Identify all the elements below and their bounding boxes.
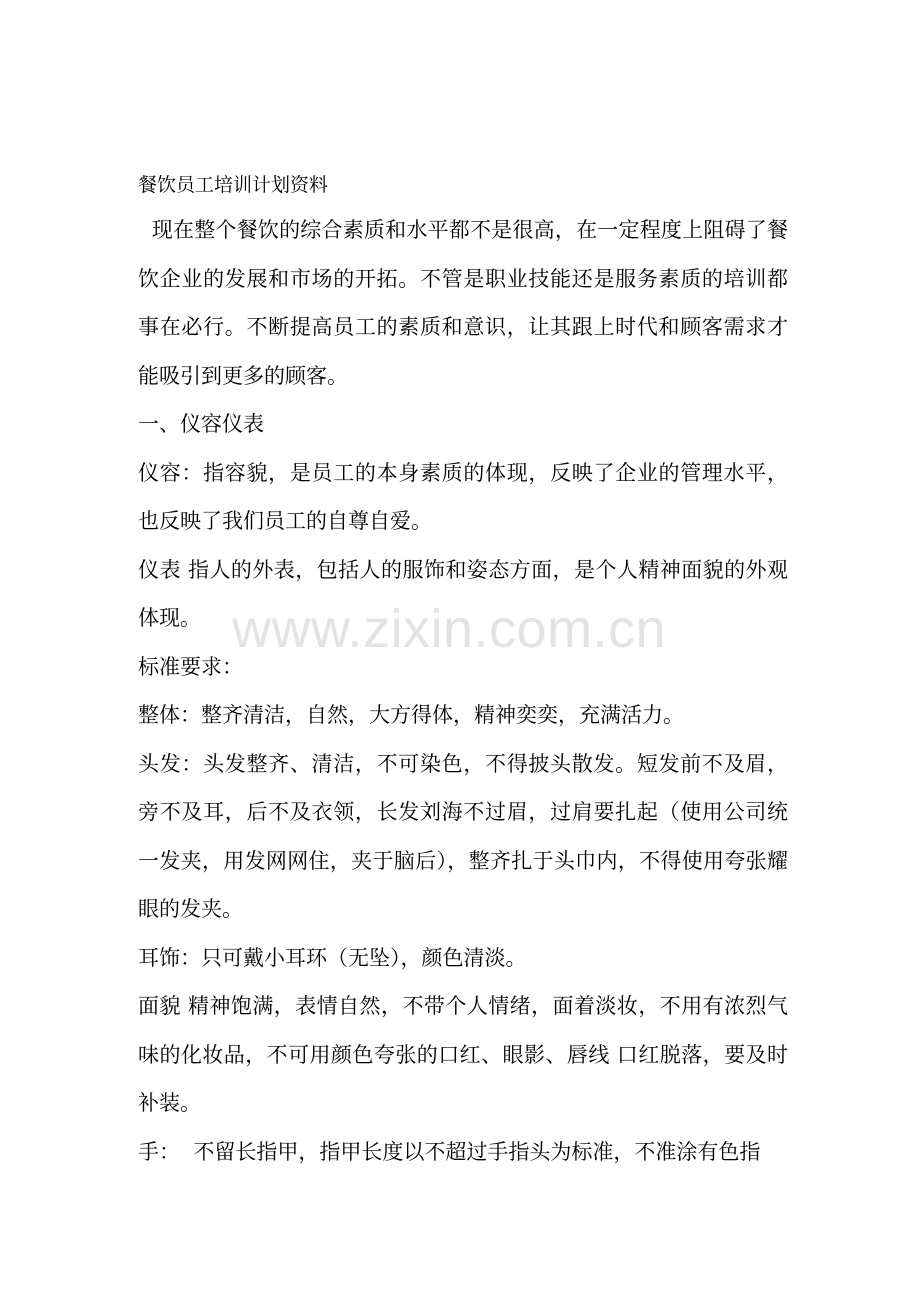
paragraph-standard-requirements: 标准要求： <box>138 654 243 679</box>
document-body <box>138 165 788 1176</box>
paragraph-intro: 现在整个餐饮的综合素质和水平都不是很高，在一定程度上阻碍了餐饮企业的发展和市场的开拓。不管是职业技能还是服务素质的培训都事在必行。不断提高员工的素质和意识，让其跟上时代和顾客需求才能吸引到更多的顾客。 <box>138 218 788 388</box>
section-heading-appearance: 一、仪容仪表 <box>138 412 264 436</box>
paragraph-earrings: 耳饰：只可戴小耳环（无坠），颜色清淡。 <box>138 945 527 970</box>
paragraph-yibiao: 仪表 指人的外表，包括人的服饰和姿态方面，是个人精神面貌的外观体现。 <box>138 557 788 630</box>
document-title: 餐饮员工培训计划资料 <box>138 174 329 196</box>
watermark-text: www.zixin.com.cn <box>232 599 667 659</box>
paragraph-overall: 整体：整齐清洁，自然，大方得体，精神奕奕，充满活力。 <box>138 703 684 727</box>
paragraph-yirong: 仪容：指容貌，是员工的本身素质的体现，反映了企业的管理水平，也反映了我们员工的自尊自爱。 <box>138 460 788 533</box>
paragraph-face: 面貌 精神饱满，表情自然，不带个人情绪，面着淡妆，不用有浓烈气味的化妆品，不可用颜色夸张的口红、眼影、唇线 口红脱落，要及时补装。 <box>138 994 788 1115</box>
paragraph-hair: 头发：头发整齐、清洁，不可染色，不得披头散发。短发前不及眉，旁不及耳，后不及衣领，长发刘海不过眉，过肩要扎起（使用公司统一发夹，用发网网住，夹于脑后），整齐扎于头巾内，不得使用夸张耀眼的发夹。 <box>138 751 788 921</box>
paragraph-hands: 手： 不留长指甲，指甲长度以不超过手指头为标准，不准涂有色指 <box>138 1139 761 1164</box>
